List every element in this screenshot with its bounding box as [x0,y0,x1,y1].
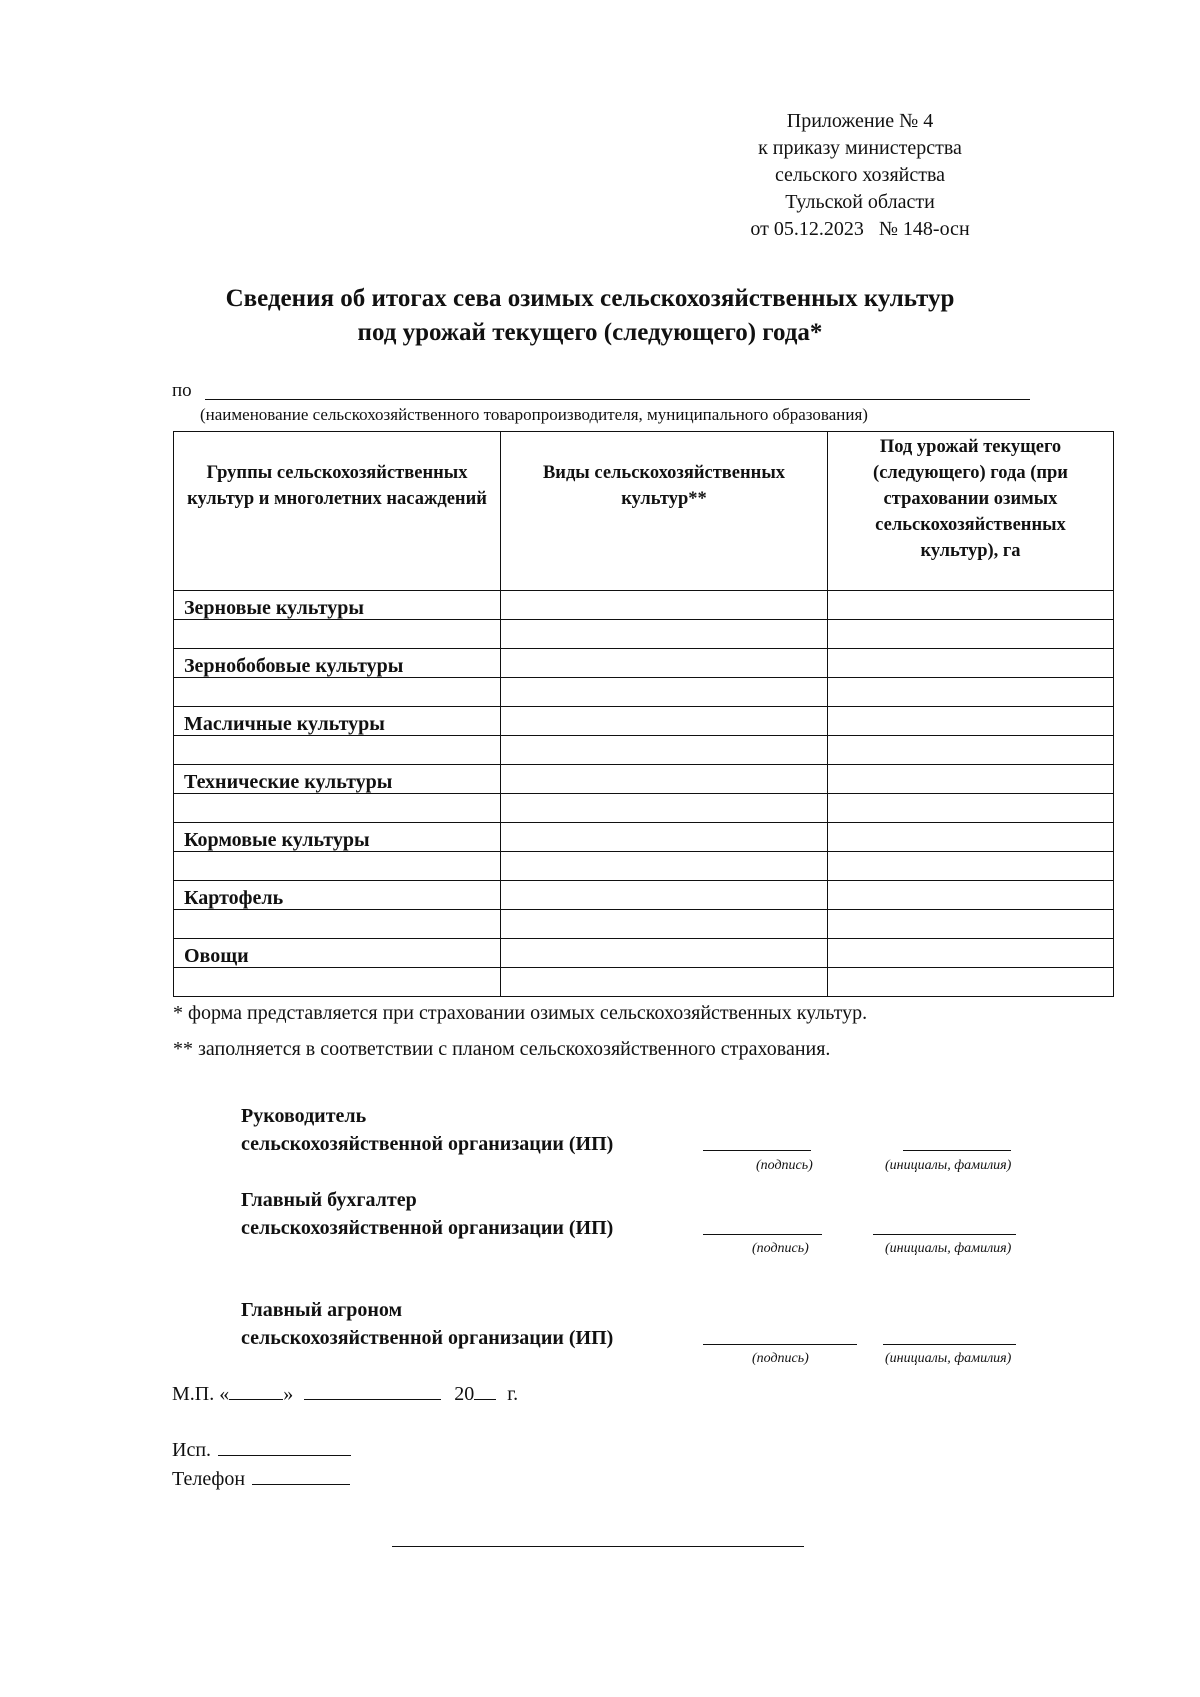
table-row [174,736,1114,765]
area-cell[interactable] [828,881,1114,910]
head-name-field[interactable] [903,1150,1011,1151]
signature-accountant [241,1186,613,1242]
crop-type-cell[interactable] [501,794,828,823]
crop-type-cell[interactable] [501,620,828,649]
producer-name-field[interactable] [205,399,1030,400]
agronomist-name-field[interactable] [883,1344,1016,1345]
signature-title: Главный бухгалтер [241,1189,417,1211]
caption-signature: (подпись) [752,1241,809,1256]
crop-type-cell[interactable] [501,707,828,736]
appendix-reference [660,108,1060,243]
crop-type-cell[interactable] [501,968,828,997]
empty-cell [174,910,501,939]
crop-type-cell[interactable] [501,591,828,620]
table-row [174,678,1114,707]
appendix-line: Приложение № 4 [786,110,934,132]
group-cell: Зернобобовые культуры [174,649,501,678]
year-suffix: г. [507,1383,519,1405]
table-header-row [174,432,1114,591]
title-line: под урожай текущего (следующего) года* [357,319,823,346]
empty-cell [174,620,501,649]
table-row [174,881,1114,910]
stamp-date-line [172,1381,518,1406]
crop-type-cell[interactable] [501,649,828,678]
appendix-line: от 05.12.2023 № 148-осн [750,218,970,240]
crops-table [173,431,1114,997]
close-quote: » [283,1383,294,1405]
area-cell[interactable] [828,823,1114,852]
phone-field[interactable] [252,1466,350,1485]
crop-type-cell[interactable] [501,852,828,881]
area-cell[interactable] [828,794,1114,823]
document-title [150,282,1030,350]
area-cell[interactable] [828,736,1114,765]
group-cell: Овощи [174,939,501,968]
crop-type-cell[interactable] [501,881,828,910]
producer-name-caption: (наименование сельскохозяйственного товаропроизводителя, муниципального образования) [200,405,868,424]
area-cell[interactable] [828,620,1114,649]
table-row [174,765,1114,794]
crop-type-cell[interactable] [501,939,828,968]
caption-signature: (подпись) [752,1351,809,1366]
group-cell: Масличные культуры [174,707,501,736]
header-crop-types: Виды сельскохозяйственных культур** [501,432,828,591]
signature-org: сельскохозяйственной организации (ИП) [241,1133,614,1155]
closing-separator [392,1546,804,1547]
year-field[interactable] [474,1381,496,1400]
phone-label: Телефон [172,1468,246,1490]
empty-cell [174,794,501,823]
area-cell[interactable] [828,765,1114,794]
appendix-line: Тульской области [785,191,935,213]
agronomist-signature-field[interactable] [703,1344,857,1345]
empty-cell [174,678,501,707]
caption-signature: (подпись) [756,1158,813,1173]
caption-name: (инициалы, фамилия) [885,1241,1012,1256]
month-field[interactable] [304,1381,441,1400]
crop-type-cell[interactable] [501,736,828,765]
caption-name: (инициалы, фамилия) [885,1158,1012,1173]
table-row [174,649,1114,678]
executor-line [172,1437,351,1462]
signature-agronomist [241,1296,613,1352]
signature-title: Главный агроном [241,1299,403,1321]
table-row [174,591,1114,620]
area-cell[interactable] [828,591,1114,620]
header-area-ha: Под урожай текущего (следующего) года (при страховании озимых сельскохозяйственных культур), га [828,432,1114,591]
empty-cell [174,968,501,997]
executor-field[interactable] [218,1437,351,1456]
executor-label: Исп. [172,1439,212,1461]
table-row [174,620,1114,649]
group-cell: Зерновые культуры [174,591,501,620]
day-field[interactable] [229,1381,283,1400]
group-cell: Кормовые культуры [174,823,501,852]
table-row [174,707,1114,736]
signature-org: сельскохозяйственной организации (ИП) [241,1217,614,1239]
table-row [174,910,1114,939]
header-crop-groups: Группы сельскохозяйственных культур и многолетних насаждений [174,432,501,591]
signature-title: Руководитель [241,1105,367,1127]
appendix-line: сельского хозяйства [774,164,946,186]
stamp-label: М.П. « [172,1383,230,1405]
empty-cell [174,736,501,765]
appendix-line: к приказу министерства [758,137,962,159]
accountant-name-field[interactable] [873,1234,1016,1235]
empty-cell [174,852,501,881]
table-row [174,823,1114,852]
area-cell[interactable] [828,852,1114,881]
table-row [174,939,1114,968]
footnote-1: * форма представляется при страховании озимых сельскохозяйственных культур. [173,1002,868,1024]
area-cell[interactable] [828,707,1114,736]
crop-type-cell[interactable] [501,910,828,939]
table-row [174,968,1114,997]
crop-type-cell[interactable] [501,823,828,852]
table-row [174,852,1114,881]
area-cell[interactable] [828,968,1114,997]
head-signature-field[interactable] [703,1150,811,1151]
signature-head [241,1102,613,1158]
accountant-signature-field[interactable] [703,1234,822,1235]
caption-name: (инициалы, фамилия) [885,1351,1012,1366]
phone-line [172,1466,350,1491]
area-cell[interactable] [828,649,1114,678]
area-cell[interactable] [828,939,1114,968]
group-cell: Картофель [174,881,501,910]
crop-type-cell[interactable] [501,765,828,794]
footnote-2: ** заполняется в соответствии с планом сельскохозяйственного страхования. [173,1038,831,1060]
group-cell: Технические культуры [174,765,501,794]
table-row [174,794,1114,823]
title-line: Сведения об итогах сева озимых сельскохозяйственных культур [225,285,955,312]
po-label: по [172,380,192,401]
area-cell[interactable] [828,910,1114,939]
area-cell[interactable] [828,678,1114,707]
signature-org: сельскохозяйственной организации (ИП) [241,1327,614,1349]
year-prefix: 20 [454,1383,475,1405]
crop-type-cell[interactable] [501,678,828,707]
